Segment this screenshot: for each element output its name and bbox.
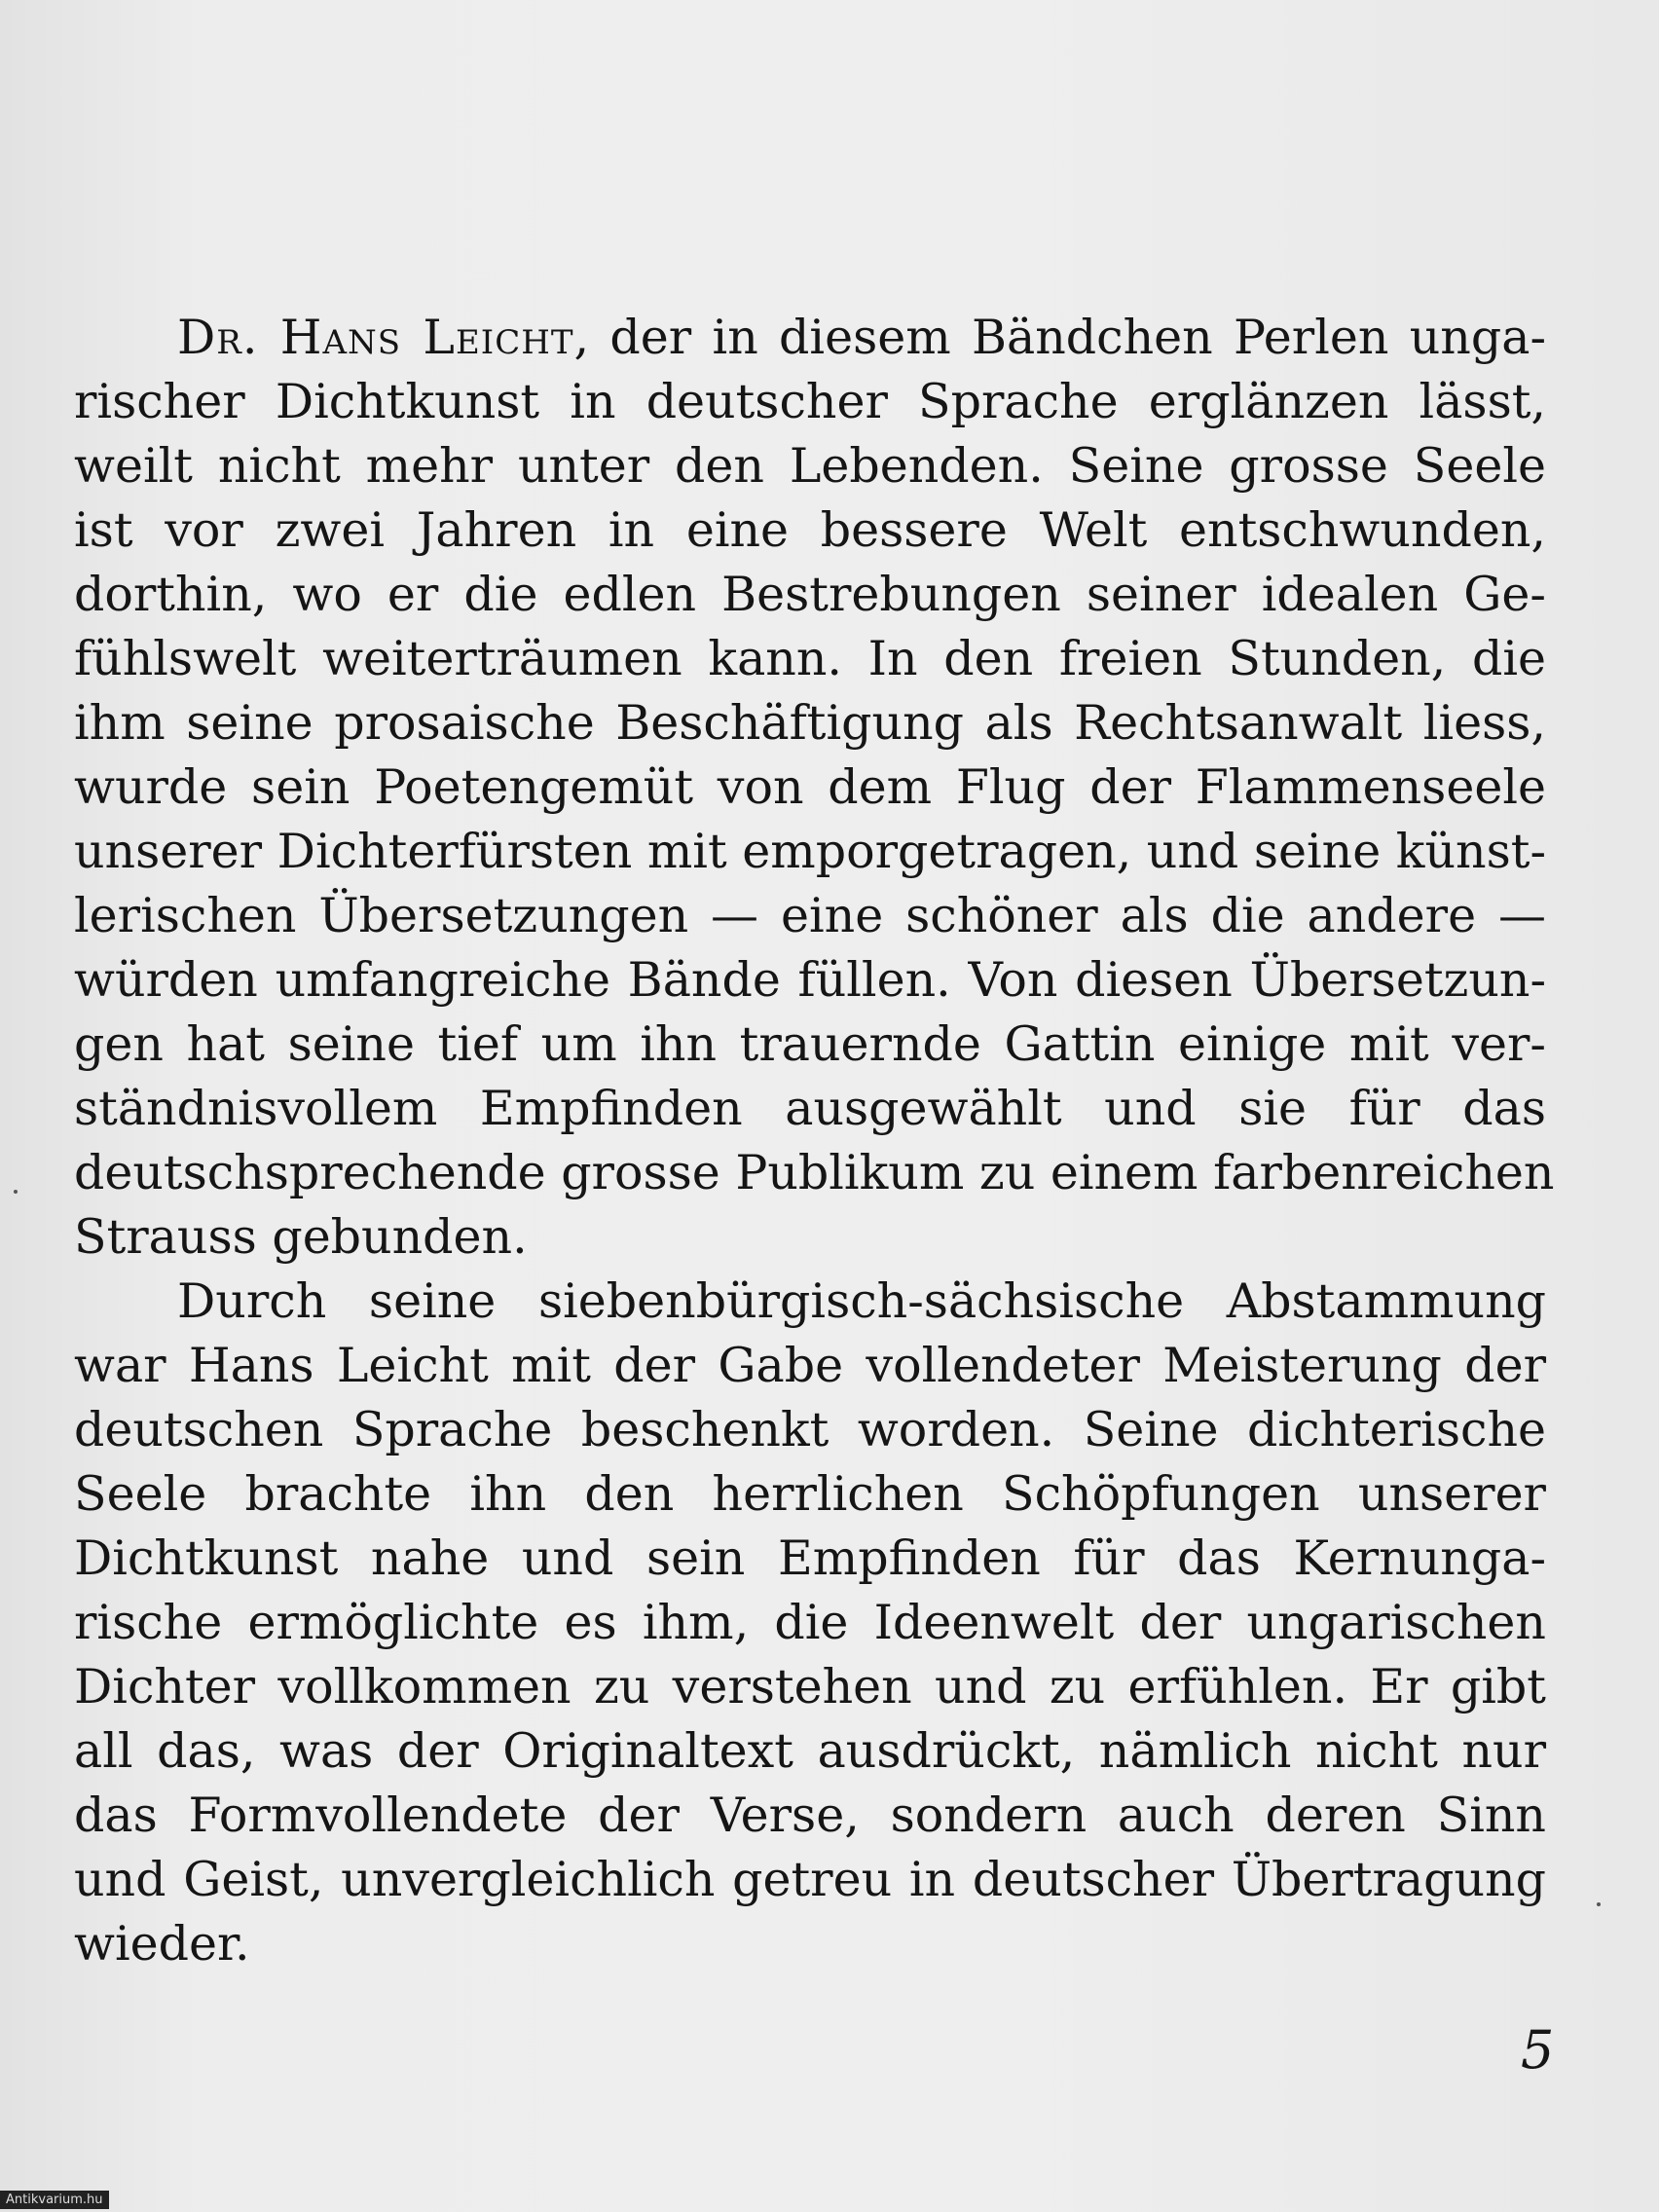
paragraph-line: rische ermöglichte es ihm, die Ideenwelt der ungarischen xyxy=(74,1595,1546,1650)
body-text xyxy=(74,306,1555,1976)
watermark: Antikvarium.hu xyxy=(0,2191,109,2209)
paragraph-line: Durch seine siebenbürgisch-sächsische Abstammung xyxy=(177,1273,1546,1329)
paragraph-line: Dichtkunst nahe und sein Empfinden für das Kernunga- xyxy=(74,1530,1546,1586)
paragraph-line: ihm seine prosaische Beschäftigung als Rechtsanwalt liess, xyxy=(74,695,1546,751)
author-name: Dr. Hans Leicht xyxy=(177,310,574,365)
paragraph-line: Strauss gebunden. xyxy=(74,1209,528,1265)
paper-speck xyxy=(14,1190,18,1194)
paragraph-line: weilt nicht mehr unter den Lebenden. Seine grosse Seele xyxy=(74,438,1546,494)
paragraph-line: das Formvollendete der Verse, sondern auch deren Sinn xyxy=(74,1788,1546,1843)
paragraph-line: und Geist, unvergleichlich getreu in deutscher Übertragung xyxy=(74,1852,1546,1907)
paragraph-line: all das, was der Originaltext ausdrückt, nämlich nicht nur xyxy=(74,1723,1546,1779)
paragraph-line: wurde sein Poetengemüt von dem Flug der Flammenseele xyxy=(74,759,1546,815)
paragraph-line: Seele brachte ihn den herrlichen Schöpfungen unserer xyxy=(74,1466,1546,1522)
paragraph-line: war Hans Leicht mit der Gabe vollendeter Meisterung der xyxy=(74,1338,1546,1393)
paragraph-line: deutschsprechende grosse Publikum zu einem farbenreichen xyxy=(74,1145,1555,1200)
paragraph-line: fühlswelt weiterträumen kann. In den freien Stunden, die xyxy=(74,631,1546,686)
paragraph-line: würden umfangreiche Bände füllen. Von diesen Übersetzun- xyxy=(74,952,1546,1008)
paragraph-line: wieder. xyxy=(74,1916,250,1972)
paper-speck xyxy=(1597,1902,1601,1906)
paragraph-1 xyxy=(74,306,1555,1270)
paragraph-line: unserer Dichterfürsten mit emporgetragen, und seine künst- xyxy=(74,824,1546,879)
page-number: 5 xyxy=(1521,2019,1555,2081)
paragraph-2 xyxy=(74,1270,1546,1976)
paragraph-line: Dr. Hans Leicht, der in diesem Bändchen Perlen unga- xyxy=(177,310,1546,365)
paragraph-line: Dichter vollkommen zu verstehen und zu erfühlen. Er gibt xyxy=(74,1659,1546,1714)
paragraph-line: deutschen Sprache beschenkt worden. Seine dichterische xyxy=(74,1402,1546,1457)
paragraph-line: rischer Dichtkunst in deutscher Sprache erglänzen lässt, xyxy=(74,374,1546,429)
paragraph-line: ständnisvollem Empfinden ausgewählt und sie für das xyxy=(74,1081,1546,1136)
paragraph-line: lerischen Übersetzungen — eine schöner als die andere — xyxy=(74,888,1546,943)
paragraph-line: gen hat seine tief um ihn trauernde Gattin einige mit ver- xyxy=(74,1016,1546,1072)
paragraph-line: dorthin, wo er die edlen Bestrebungen seiner idealen Ge- xyxy=(74,567,1546,622)
paragraph-line: ist vor zwei Jahren in eine bessere Welt entschwunden, xyxy=(74,502,1546,558)
